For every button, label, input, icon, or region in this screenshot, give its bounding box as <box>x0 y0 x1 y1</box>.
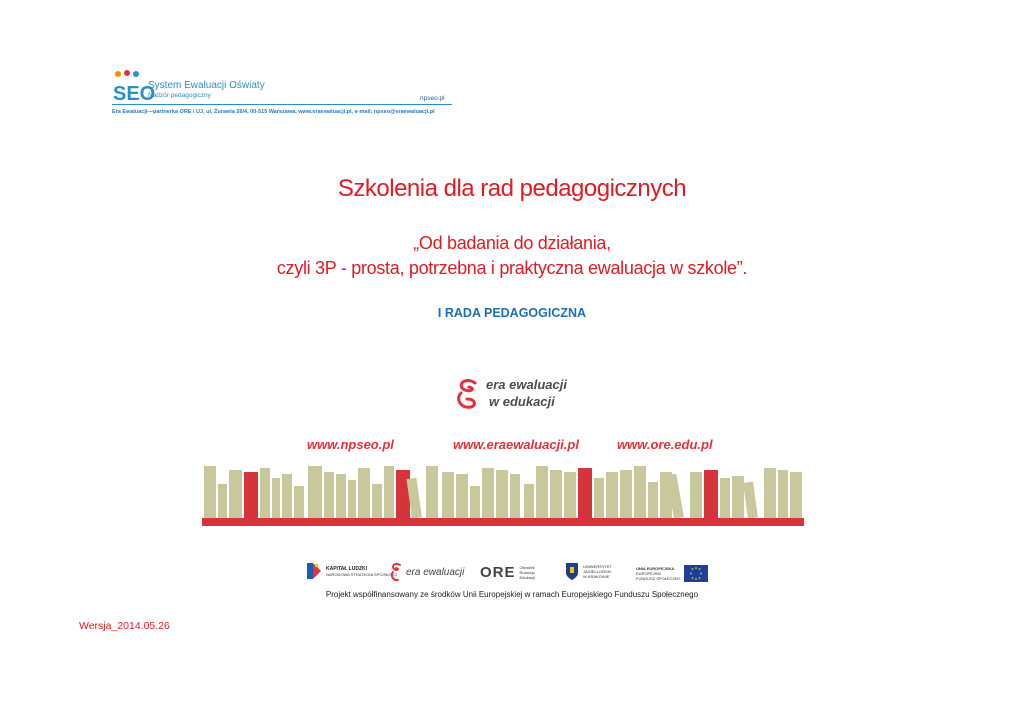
book-spine <box>358 468 370 518</box>
book-spine <box>204 466 216 518</box>
book-spine <box>272 478 280 518</box>
book-spine <box>704 470 718 518</box>
era-logo-text-line2: w edukacji <box>489 394 555 409</box>
version-label: Wersja_2014.05.26 <box>79 620 170 632</box>
book-spine <box>348 480 356 518</box>
section-label: I RADA PEDAGOGICZNA <box>437 306 587 320</box>
book-spine <box>218 484 227 518</box>
book-spine <box>732 476 744 518</box>
header-divider <box>112 104 452 105</box>
eu-flag-icon <box>684 565 708 582</box>
era-ewaluacji-logo-mark <box>455 377 481 411</box>
book-spine <box>396 470 410 518</box>
book-spine <box>634 466 646 518</box>
book-spine <box>442 472 454 518</box>
book-spine <box>720 478 730 518</box>
book-spine <box>470 486 480 518</box>
header-address: Era Ewaluacji—partnerka ORE i UJ, ul. Żurawia 26/4, 00-515 Warszawa, www.eraewaluacji.pl, e-mail: npseo@eraewaluacji.pl <box>112 109 435 115</box>
partner-ore: ORE Ośrodek Rozwoju Edukacji <box>480 563 535 581</box>
book-spine <box>690 472 702 518</box>
book-spine <box>606 472 618 518</box>
book-spine <box>324 472 334 518</box>
seo-system-title: System Ewaluacji Oświaty <box>148 80 265 91</box>
book-spine <box>496 470 508 518</box>
ore-link[interactable]: www.ore.edu.pl <box>617 437 713 452</box>
book-spine <box>536 466 548 518</box>
book-spine <box>482 468 494 518</box>
document-subtitle-line2: czyli 3P - prosta, potrzebna i praktyczna ewaluacja w szkole”. <box>276 258 748 278</box>
book-spine <box>550 470 562 518</box>
kapital-ludzki-icon <box>306 561 322 581</box>
book-spine <box>648 482 658 518</box>
book-spine <box>282 474 292 518</box>
book-spine <box>384 466 394 518</box>
book-spine <box>620 470 632 518</box>
book-spine <box>308 466 322 518</box>
book-spine <box>229 470 242 518</box>
partner-unia-europejska: UNIA EUROPEJSKA EUROPEJSKI FUNDUSZ SPOŁECZNY <box>636 562 708 584</box>
book-spine <box>510 474 520 518</box>
book-spine <box>778 470 788 518</box>
book-spine <box>372 484 382 518</box>
book-spine <box>336 474 346 518</box>
book-spine <box>524 484 534 518</box>
era-small-icon <box>390 562 402 582</box>
book-spine <box>294 486 304 518</box>
uj-crest-icon <box>565 561 579 581</box>
book-spine <box>764 468 776 518</box>
eraewaluacji-link[interactable]: www.eraewaluacji.pl <box>453 437 579 452</box>
seo-logo <box>112 70 156 108</box>
document-subtitle-line1: „Od badania do działania, <box>413 233 611 253</box>
document-title: Szkolenia dla rad pedagogicznych <box>337 175 687 202</box>
book-spine <box>578 468 592 518</box>
bookshelf-illustration <box>200 455 806 530</box>
book-spine <box>244 472 258 518</box>
partner-era-ewaluacji: era ewaluacji <box>390 561 464 583</box>
book-spine <box>456 474 468 518</box>
seo-site-link[interactable]: npseo.pl <box>420 95 445 102</box>
cofinance-note: Projekt współfinansowany ze środków Unii Europejskiej w ramach Europejskiego Funduszu Społecznego <box>325 590 699 599</box>
book-spine <box>594 478 604 518</box>
book-spine <box>743 482 758 519</box>
shelf-bar <box>202 518 804 526</box>
partner-kapital-ludzki: KAPITAŁ LUDZKI NARODOWA STRATEGIA SPÓJNOŚCI <box>306 560 397 582</box>
book-spine <box>564 472 576 518</box>
book-spine <box>260 468 270 518</box>
seo-logo-letters: SEO <box>113 83 156 105</box>
book-spine <box>426 466 438 518</box>
era-logo-text-line1: era ewaluacji <box>486 377 567 392</box>
seo-system-subtitle: Nadzór pedagogiczny <box>148 92 211 99</box>
npseo-link[interactable]: www.npseo.pl <box>307 437 394 452</box>
book-spine <box>790 472 802 518</box>
partner-uniwersytet-jagiellonski: UNIWERSYTET JAGIELLOŃSKI W KRAKOWIE <box>565 560 612 582</box>
